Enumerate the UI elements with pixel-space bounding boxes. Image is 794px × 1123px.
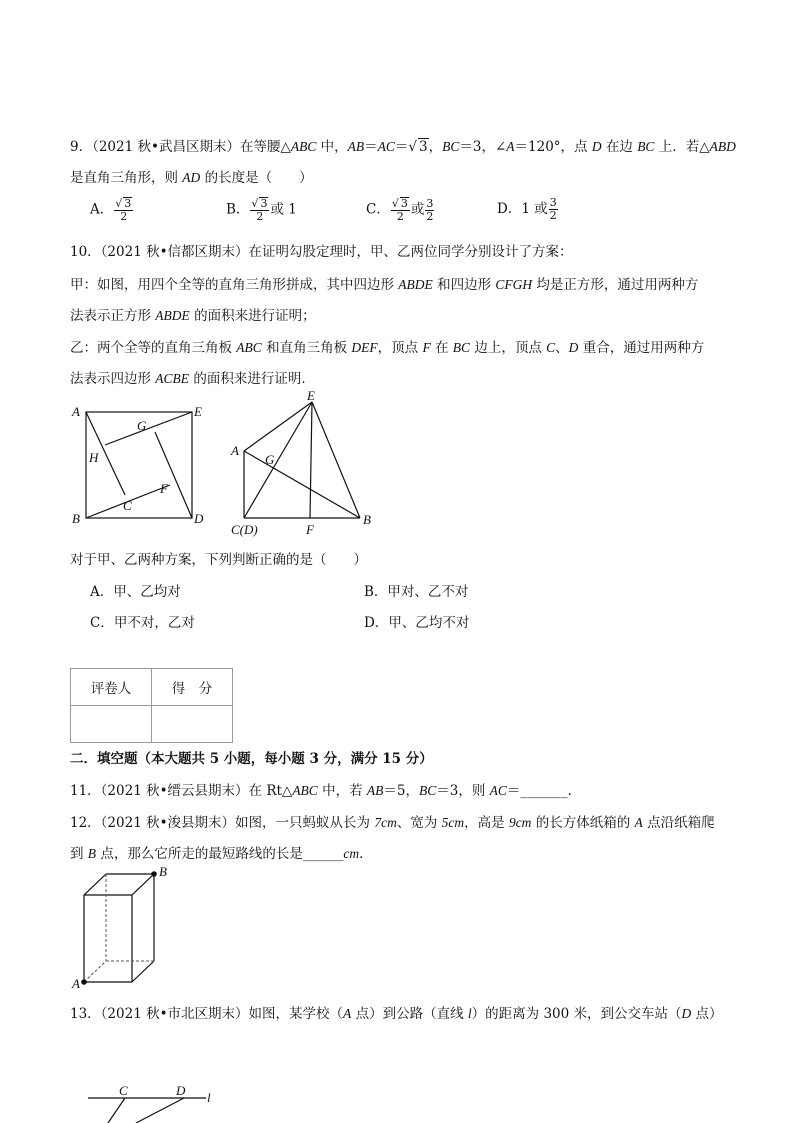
reviewer-cell[interactable] [71, 706, 152, 743]
q9-line2: 是直角三角形，则 AD 的长度是（ ） [70, 170, 313, 186]
score-cell[interactable] [152, 706, 233, 743]
answer-blank[interactable]: _______ [520, 783, 568, 799]
fig2-label-cd: C(D) [231, 522, 258, 537]
q13-label-d: D [176, 1083, 186, 1098]
fig2-label-b: B [363, 512, 371, 527]
q9-line1: 9．（2021 秋•武昌区期末）在等腰△ABC 中，AB＝AC＝√ 3，BC＝3，∠A＝120°，点 D 在边 BC 上．若△ABD [70, 139, 736, 155]
score-header: 得 分 [152, 669, 233, 706]
q12-box-figure [70, 862, 180, 992]
fig2-label-g: G [265, 452, 275, 467]
q13-figure [80, 1080, 240, 1123]
q10-figure-yi [228, 388, 378, 538]
fraction: $\frac{√ 3}{2}$ [391, 197, 408, 223]
fig1-label-b: B [72, 511, 80, 526]
q12-line2: 到 B 点，那么它所走的最短路线的长是______cm． [70, 846, 373, 862]
q10-line2: 甲：如图，用四个全等的直角三角形拼成，其中四边形 ABDE 和四边形 CFGH 均是正方形，通过用两种方 [70, 277, 699, 293]
fig2-label-e: E [307, 388, 315, 403]
q11-line: 11．（2021 秋•缙云县期末）在 Rt△ABC 中，若 AB＝5，BC＝3，则 AC＝_______． [70, 783, 582, 799]
q10-line5: 法表示四边形 ACBE 的面积来进行证明． [70, 371, 315, 387]
score-table [70, 668, 233, 743]
fig2-label-f: F [306, 522, 314, 537]
q9-option-a[interactable]: A． $\frac{√ 3}{2}$ [90, 197, 132, 223]
fraction: $\frac{√ 3}{2}$ [115, 197, 132, 223]
fraction: $\frac{√ 3}{2}$ [251, 197, 268, 223]
fig1-label-c: C [123, 498, 132, 513]
fig1-label-a: A [72, 404, 80, 419]
q10-figure-jia [70, 400, 210, 530]
q12-line1: 12．（2021 秋•浚县期末）如图，一只蚂蚁从长为 7cm、宽为 5cm，高是 9cm 的长方体纸箱的 A 点沿纸箱爬 [70, 815, 715, 831]
fig1-label-h: H [89, 450, 99, 465]
q9-option-d[interactable]: D．1 或 $\frac{3}{2}$ [497, 196, 557, 222]
point-b [151, 871, 157, 877]
q10-line3: 法表示正方形 ABDE 的面积来进行证明； [70, 308, 316, 324]
point-a [81, 979, 87, 985]
q10-question: 对于甲、乙两种方案，下列判断正确的是（ ） [70, 552, 367, 568]
q10-option-c[interactable]: C．甲不对，乙对 [90, 615, 195, 631]
section-2-heading: 二．填空题（本大题共 5 小题，每小题 3 分，满分 15 分） [70, 751, 433, 767]
q10-option-b[interactable]: B．甲对、乙不对 [364, 584, 469, 600]
fig1-label-f: F [160, 481, 168, 496]
fig1-label-g: G [137, 418, 147, 433]
box-label-b: B [159, 864, 167, 879]
fig2-label-a: A [231, 443, 239, 458]
q10-option-a[interactable]: A．甲、乙均对 [90, 584, 181, 600]
q9-option-b[interactable]: B． $\frac{√ 3}{2}$ 或 1 [226, 197, 297, 223]
q10-line1: 10．（2021 秋•信都区期末）在证明勾股定理时，甲、乙两位同学分别设计了方案： [70, 244, 573, 260]
q13-line: 13．（2021 秋•市北区期末）如图，某学校（A 点）到公路（直线 l）的距离为 300 米，到公交车站（D 点） [70, 1006, 723, 1022]
fig1-label-e: E [194, 404, 202, 419]
q10-option-d[interactable]: D．甲、乙均不对 [364, 615, 470, 631]
q9-option-c[interactable]: C． $\frac{√ 3}{2}$ 或 $\frac{3}{2}$ [366, 196, 434, 223]
reviewer-header: 评卷人 [71, 669, 152, 706]
fraction: $\frac{3}{2}$ [549, 196, 557, 222]
q10-line4: 乙：两个全等的直角三角板 ABC 和直角三角板 DEF，顶点 F 在 BC 边上，顶点 C、D 重合，通过用两种方 [70, 340, 705, 356]
answer-blank[interactable]: ______ [302, 846, 344, 862]
q13-label-l: l [207, 1090, 211, 1105]
q13-label-c: C [119, 1083, 128, 1098]
fraction: $\frac{3}{2}$ [426, 196, 434, 223]
fig1-label-d: D [194, 511, 204, 526]
box-label-a: A [72, 976, 80, 991]
sqrt-3: 3 [419, 139, 428, 155]
